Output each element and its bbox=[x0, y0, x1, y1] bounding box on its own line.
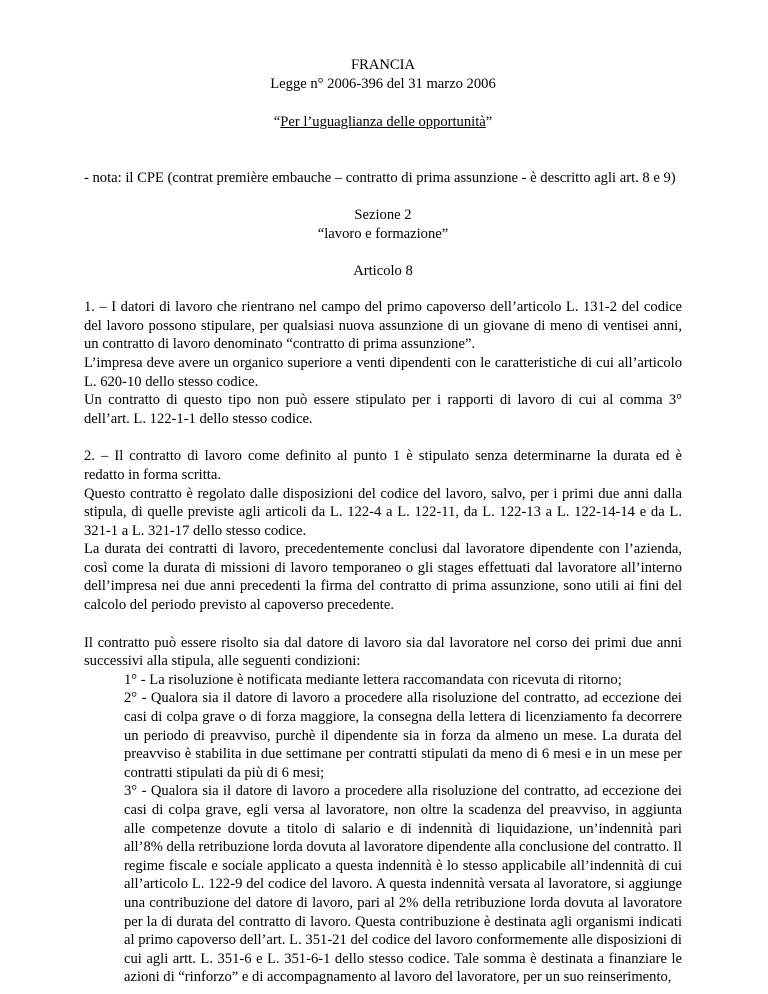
section-title: Sezione 2 bbox=[354, 207, 412, 224]
para2-line-2: Questo contratto è regolato dalle disposizioni del codice del lavoro, salvo, per i primi due anni dalla stipula, di quelle previste agli articoli da L. 122-4 a L. 122-11, da L. 122-13 a L. 122-14-14 e da L. 321-1 a L. 321-17 dello stesso codice. bbox=[84, 485, 682, 539]
condition-item-3: 3° - Qualora sia il datore di lavoro a procedere alla risoluzione del contratto, ad eccezione dei casi di colpa grave, egli versa al lavoratore, non oltre la scadenza del preavviso, in aggiunta alle competenze dovute a titolo di salario e di indennità di liquidazione, un’indennità pari all’8% della retribuzione lorda dovuta al lavoratore dipendente alla conclusione del contratto. Il regime fiscale e sociale applicato a questa indennità è lo stesso applicabile all’indennità di cui all’articolo L. 122-9 del codice del lavoro. A questa indennità versata al lavoratore, si aggiunge una contribuzione del datore di lavoro, pari al 2% della retribuzione lorda dovuta al lavoratore per la di durata del contratto di lavoro. Questa contribuzione è destinata agli organismi indicati al primo capoverso dell’art. L. 351-21 del codice del lavoro conformemente alle disposizioni di cui agli artt. L. 351-6 e L. 351-6-1 dello stesso codice. Tale somma è destinata a finanziare le azioni di “rinforzo” e di accompagnamento al lavoro del lavoratore, per un suo reinserimento, bbox=[124, 783, 682, 986]
section-subtitle: “lavoro e formazione” bbox=[317, 225, 449, 242]
para3-intro: Il contratto può essere risolto sia dal datore di lavoro sia dal lavoratore nel corso dei primi due anni successivi alla stipula, alle seguenti condizioni: bbox=[84, 634, 682, 670]
note-paragraph: - nota: il CPE (contrat première embauche – contratto di prima assunzione - è descritto agli art. 8 e 9) bbox=[84, 169, 676, 186]
para2-line-1: 2. – Il contratto di lavoro come definito al punto 1 è stipulato senza determinarne la durata ed è redatto in forma scritta. bbox=[84, 448, 682, 483]
para2-line-3: La durata dei contratti di lavoro, precedentemente conclusi dal lavoratore dipendente con l’azienda, così come la durata di missioni di lavoro temporaneo o gli stages effettuati dal lavoratore all’interno dell’impresa nei due anni precedenti la firma del contratto di prima assunzione, sono utili ai fini del calcolo del periodo previsto al capoverso precedente. bbox=[84, 541, 682, 614]
para1-line-1: 1. – I datori di lavoro che rientrano nel campo del primo capoverso dell’articolo L. 131-2 del codice del lavoro possono stipulare, per qualsiasi nuova assunzione di un giovane di meno di ventisei anni, un contratto di lavoro denominato “contratto di prima assunzione”. bbox=[84, 299, 682, 353]
condition-item-1: 1° - La risoluzione è notificata mediante lettera raccomandata con ricevuta di ritorno; bbox=[124, 671, 622, 688]
para1-line-3: Un contratto di questo tipo non può essere stipulato per i rapporti di lavoro di cui al comma 3° dell’art. L. 122-1-1 dello stesso codice. bbox=[84, 392, 682, 427]
law-title: Legge n° 2006-396 del 31 marzo 2006 bbox=[270, 75, 496, 92]
para1-line-2: L’impresa deve avere un organico superiore a venti dipendenti con le caratteristiche di cui all’articolo L. 620-10 dello stesso codice. bbox=[84, 354, 682, 390]
country-heading: FRANCIA bbox=[350, 57, 416, 73]
subtitle-open-quote: “ bbox=[273, 114, 281, 131]
article-title: Articolo 8 bbox=[353, 262, 413, 279]
subtitle-underlined-text: Per l’uguaglianza delle opportunità bbox=[280, 114, 486, 131]
subtitle-close-quote: ” bbox=[485, 114, 493, 131]
condition-item-2: 2° - Qualora sia il datore di lavoro a procedere alla risoluzione del contratto, ad eccezione dei casi di colpa grave o di forza maggiore, la consegna della lettera di licenziamento fa decorrere un periodo di preavviso, purchè il dipendente sia in forza da almeno un mese. La durata del preavviso è stabilita in due settimane per contratti stipulati da meno di 6 mesi e in un mese per contratti stipulati da più di 6 mesi; bbox=[124, 690, 682, 781]
law-subtitle bbox=[84, 113, 682, 132]
